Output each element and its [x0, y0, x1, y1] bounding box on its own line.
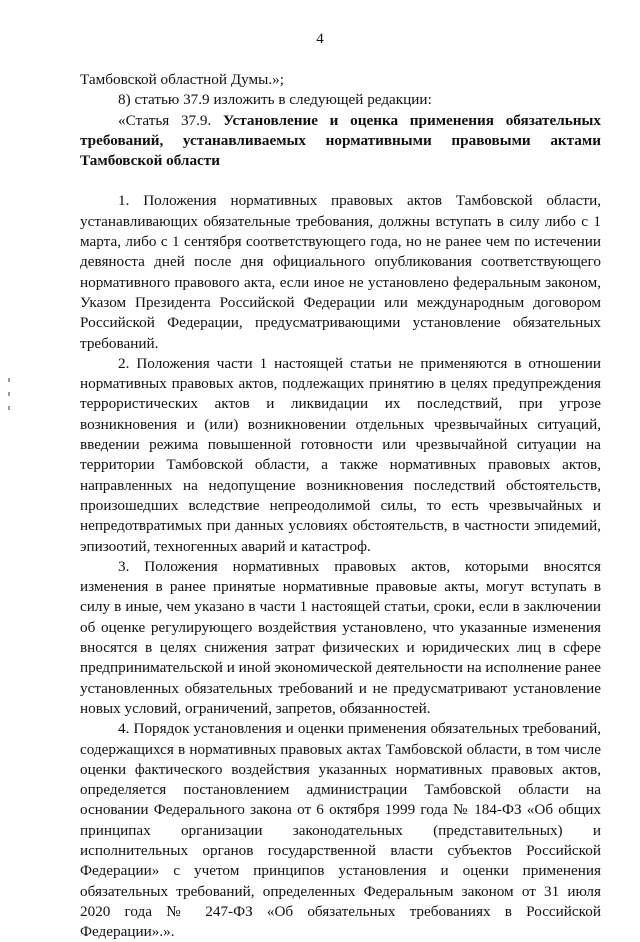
document-body [80, 70, 601, 942]
continuation-line: Тамбовской областной Думы.»; [80, 71, 284, 88]
paragraph-4: 4. Порядок установления и оценки применения обязательных требований, содержащихся в нормативных правовых актах Тамбовской области, в том числе оценки фактического воздействия указанных нормативных правовых актов, определяется постановлением администрации Тамбовской области на основании Федерального закона от 6 октября 1999 года № 184-ФЗ «Об общих принципах организации законодательных (представительных) и исполнительных органов государственной власти субъектов Российской Федерации» с учетом принципов установления и оценки применения обязательных требований, определенных Федеральным законом от 31 июля 2020 года № 247-ФЗ «Об обязательных требованиях в Российской Федерации».». [80, 720, 601, 941]
paragraph-3: 3. Положения нормативных правовых актов, которыми вносятся изменения в ранее принятые нормативные правовые акты, могут вступать в силу в иные, чем указано в части 1 настоящей статьи, сроки, если в заключении об оценке регулирующего воздействия установлено, что указанные изменения вносятся в целях снижения затрат физических и юридических лиц в сфере предпринимательской и иной экономической деятельности на исполнение ранее установленных обязательных требований и не предусматривают установление новых условий, ограничений, запретов, обязанностей. [80, 557, 601, 717]
article-heading [80, 111, 601, 172]
margin-mark [8, 378, 10, 382]
page-number: 4 [316, 31, 324, 47]
paragraph-2: 2. Положения части 1 настоящей статьи не применяются в отношении нормативных правовых актов, подлежащих принятию в целях предупреждения террористических актов и ликвидации их последствий, при угрозе возникновения и (или) возникновении отдельных чрезвычайных ситуаций, введении режима повышенной готовности или чрезвычайной ситуации на территории Тамбовской области, а также нормативных правовых актов, направленных на недопущение возникновения последствий обстоятельств, произошедших вследствие непреодолимой силы, то есть чрезвычайных и непредотвратимых при данных условиях обстоятельств, в частности эпидемий, эпизоотий, техногенных аварий и катастроф. [80, 354, 601, 555]
article-prefix: «Статья 37.9. [118, 111, 224, 129]
margin-mark [8, 392, 10, 396]
article-title: Установление и оценка применения обязательных требований, устанавливаемых нормативными правовыми актами Тамбовской области [80, 111, 601, 170]
margin-mark [8, 406, 10, 410]
item-8-line: 8) статью 37.9 изложить в следующей редакции: [118, 91, 432, 109]
paragraph-1: 1. Положения нормативных правовых актов Тамбовской области, устанавливающих обязательные требования, должны вступать в силу либо с 1 марта, либо с 1 сентября соответствующего года, но не ранее чем по истечении девяноста дней после дня официального опубликования соответствующего нормативного правового акта, если иное не установлено федеральным законом, Указом Президента Российской Федерации или международным договором Российской Федерации, предусматривающими установление обязательных требований. [80, 192, 601, 352]
